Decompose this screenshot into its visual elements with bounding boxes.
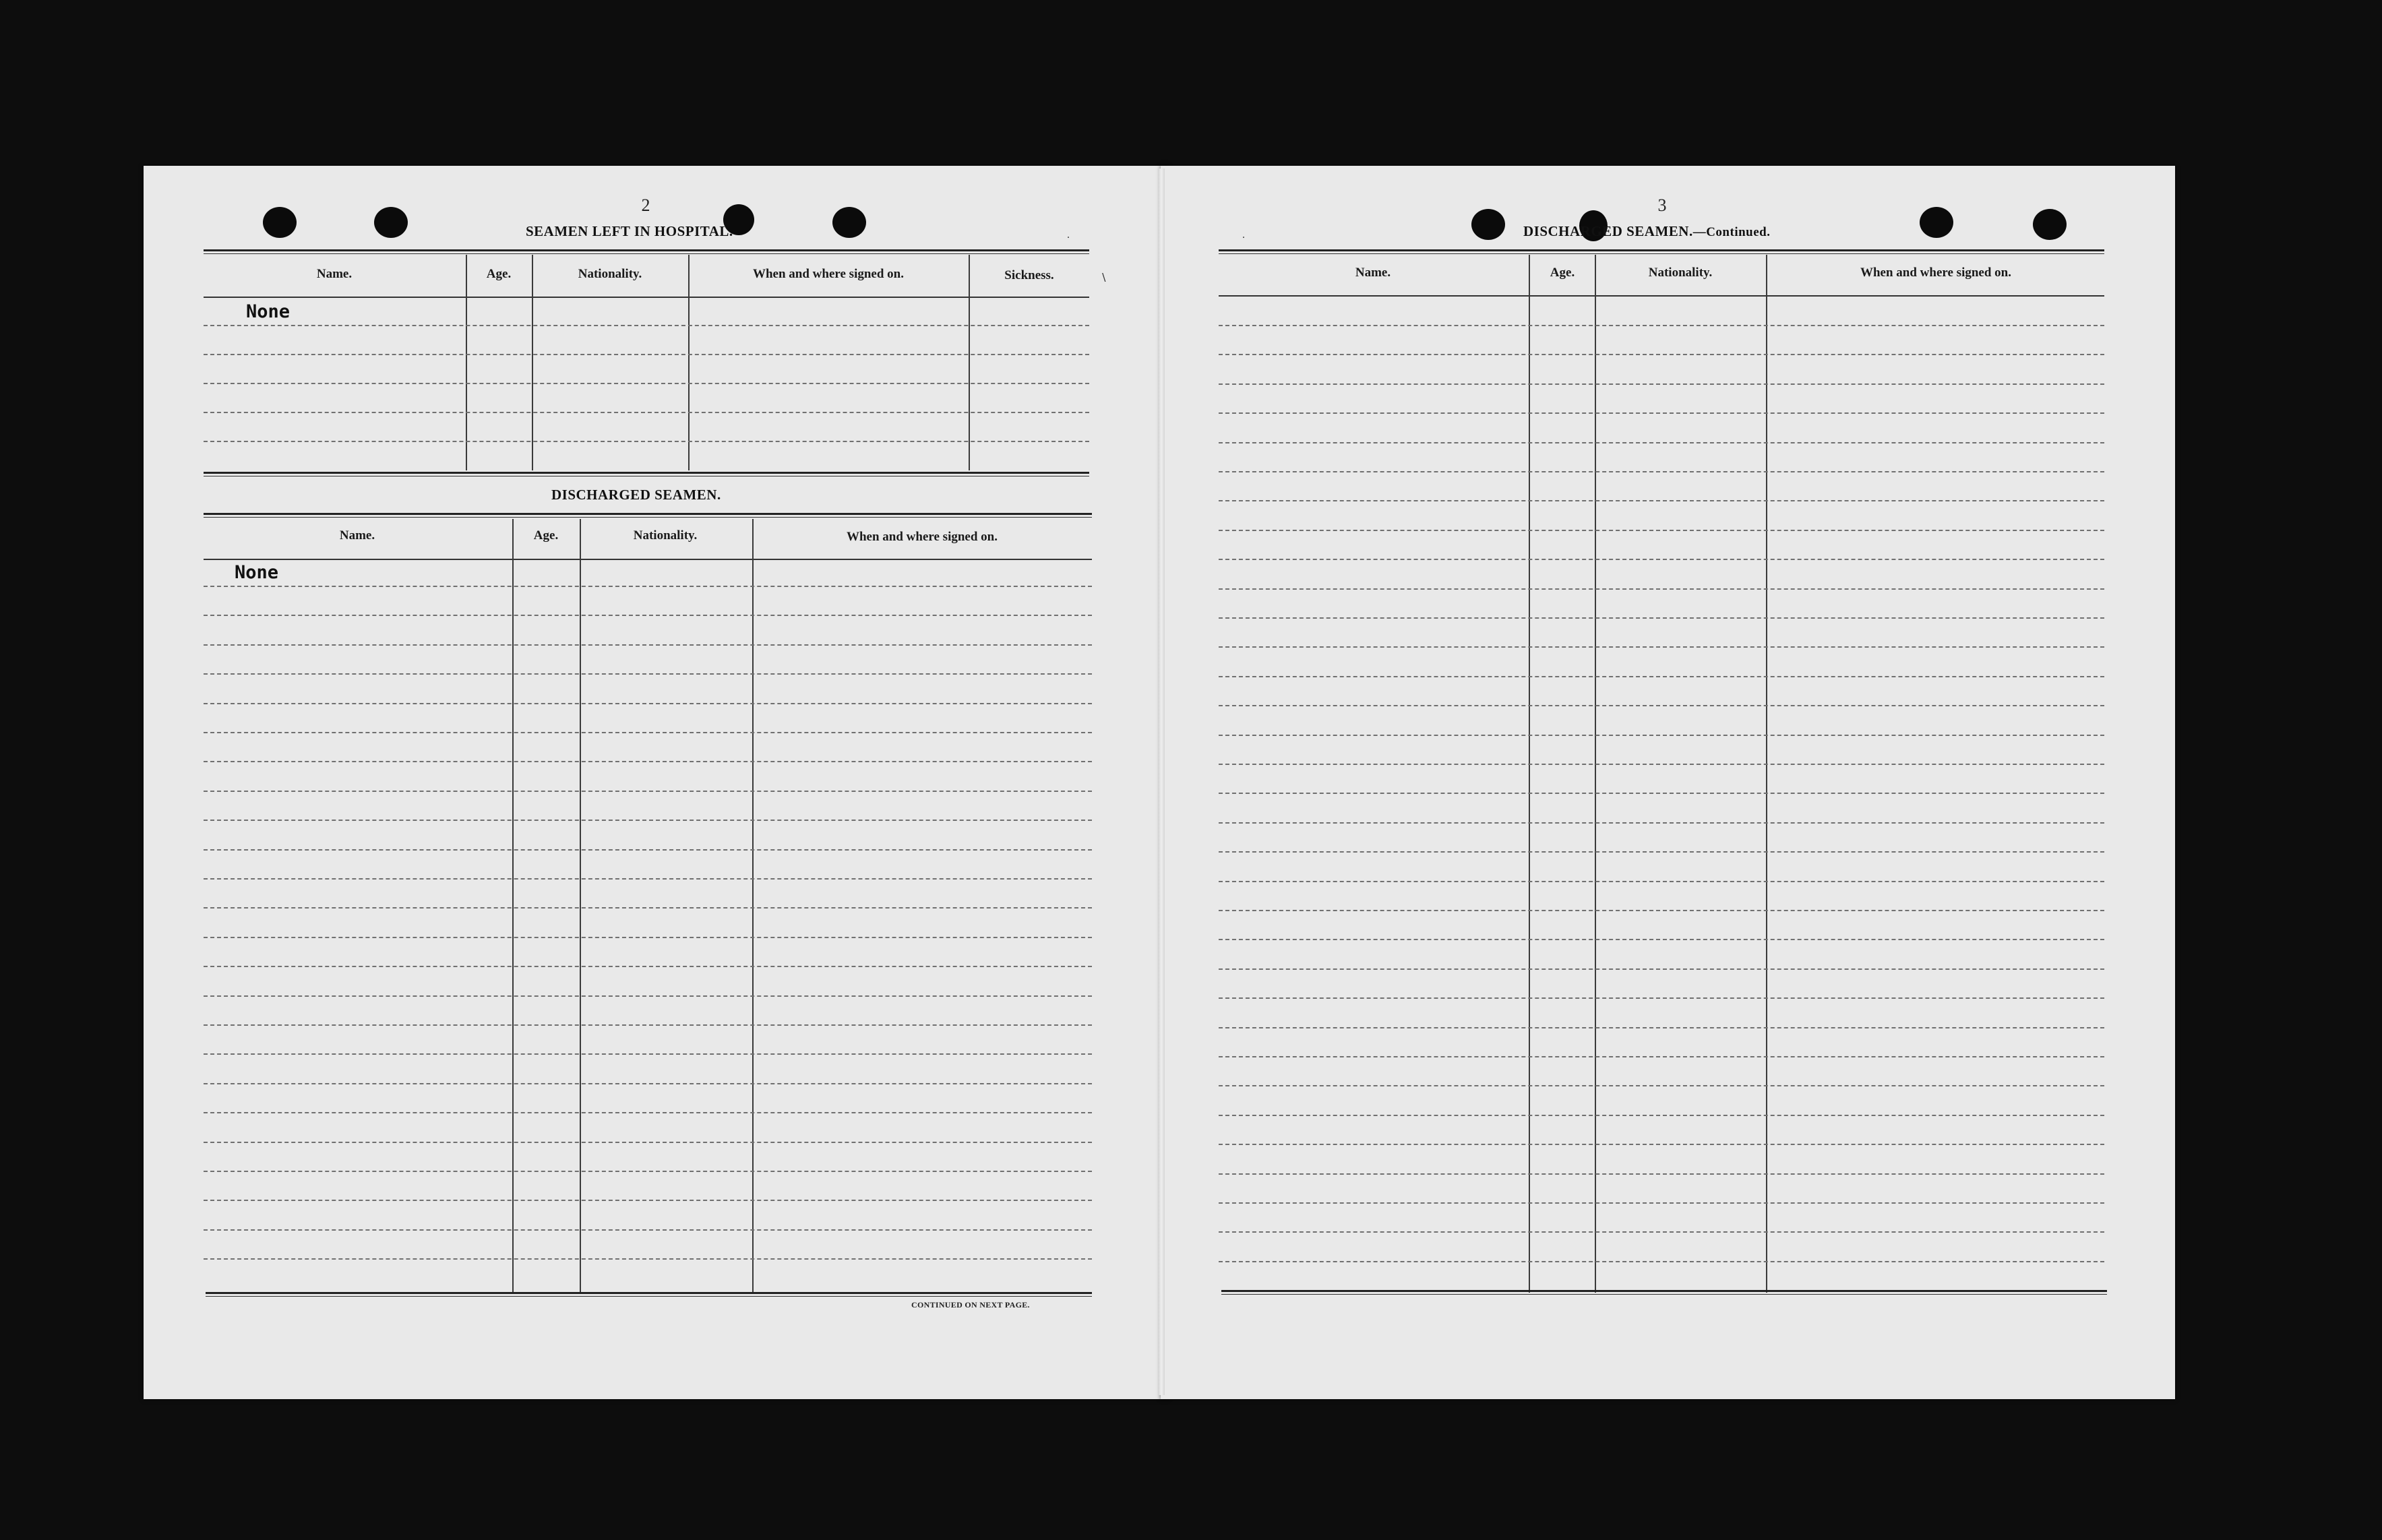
ruled-line <box>204 354 1089 355</box>
ruled-line <box>204 703 1092 704</box>
ruled-line <box>1219 968 2104 970</box>
column-header-signed-on: When and where signed on. <box>752 267 904 281</box>
punch-hole <box>374 207 408 238</box>
ruled-line <box>1219 1085 2104 1086</box>
column-header-rule <box>1219 295 2104 297</box>
ruled-line <box>1219 646 2104 648</box>
left-page <box>144 166 1168 1399</box>
bottom-rule <box>206 1292 1092 1294</box>
column-header-rule <box>204 559 1092 560</box>
ruled-line <box>204 644 1092 646</box>
column-divider <box>580 519 581 1293</box>
stray-mark: ∖ <box>1100 272 1107 284</box>
ruled-line <box>204 732 1092 733</box>
column-header-name: Name. <box>316 267 353 281</box>
ruled-line <box>1219 1231 2104 1233</box>
column-divider <box>1595 255 1596 1293</box>
ruled-line <box>204 995 1092 997</box>
ruled-line <box>204 412 1089 413</box>
ruled-line <box>1219 1173 2104 1175</box>
column-divider <box>752 519 754 1293</box>
column-header-age: Age. <box>533 528 559 543</box>
ruled-line <box>1219 1027 2104 1028</box>
ruled-line <box>1219 412 2104 414</box>
ruled-line <box>204 1024 1092 1026</box>
column-header-signed-on: When and where signed on. <box>1860 266 2011 280</box>
ruled-line <box>204 1258 1092 1260</box>
ruled-line <box>204 1200 1092 1201</box>
ruled-line <box>1219 764 2104 765</box>
column-divider <box>969 255 970 470</box>
column-header-rule <box>204 297 1089 298</box>
page-number: 2 <box>641 195 650 215</box>
page-number: 3 <box>1657 195 1667 215</box>
punch-hole <box>832 207 866 238</box>
column-header-age: Age. <box>486 267 512 281</box>
ruled-line <box>204 673 1092 675</box>
ruled-line <box>1219 1144 2104 1145</box>
column-header-nationality: Nationality. <box>633 528 698 543</box>
ruled-line <box>204 1171 1092 1172</box>
column-divider <box>688 255 690 470</box>
continued-suffix: —Continued. <box>1692 225 1771 239</box>
ruled-line <box>204 820 1092 821</box>
column-header-age: Age. <box>1550 266 1575 280</box>
ruled-line <box>1219 1056 2104 1057</box>
ruled-line <box>1219 588 2104 590</box>
ruled-line <box>204 1142 1092 1143</box>
ruled-line <box>1219 851 2104 853</box>
ruled-line <box>204 383 1089 384</box>
right-page <box>1161 166 2175 1399</box>
punch-hole <box>1920 207 1953 238</box>
ruled-line <box>1219 735 2104 736</box>
column-header-nationality: Nationality. <box>578 267 642 281</box>
ruled-line <box>1219 997 2104 999</box>
column-header-name: Name. <box>1355 266 1391 280</box>
hospital-entry-none: None <box>246 301 291 322</box>
ruled-line <box>204 937 1092 938</box>
continued-footer: CONTINUED ON NEXT PAGE. <box>911 1300 1030 1310</box>
ruled-line <box>204 1053 1092 1055</box>
ruled-line <box>204 1083 1092 1084</box>
ruled-line <box>1219 354 2104 355</box>
ruled-line <box>1219 881 2104 882</box>
ruled-line <box>1219 471 2104 472</box>
ruled-line <box>1219 500 2104 501</box>
ruled-line <box>1219 705 2104 706</box>
column-header-sickness: Sickness. <box>1004 268 1054 282</box>
ruled-line <box>204 791 1092 792</box>
column-divider <box>1766 255 1767 1293</box>
discharged-entry-none: None <box>235 562 279 583</box>
ruled-line <box>1219 822 2104 824</box>
punch-hole <box>263 207 297 238</box>
ruled-line <box>204 907 1092 908</box>
ruled-line <box>1219 1115 2104 1116</box>
hospital-section-title: SEAMEN LEFT IN HOSPITAL. <box>526 223 733 239</box>
ruled-line <box>1219 325 2104 326</box>
column-header-nationality: Nationality. <box>1648 266 1713 280</box>
punch-hole <box>2033 209 2067 240</box>
ruled-line <box>204 966 1092 967</box>
ruled-line <box>1219 1261 2104 1262</box>
ruled-line <box>204 615 1092 616</box>
discharged-title-text: DISCHARGED SEAMEN. <box>1523 223 1693 239</box>
column-header-signed-on: When and where signed on. <box>846 530 998 544</box>
header-rule <box>204 249 1089 251</box>
ruled-line <box>204 878 1092 880</box>
ruled-line <box>204 849 1092 851</box>
ruled-line <box>1219 939 2104 940</box>
ruled-line <box>204 761 1092 762</box>
column-divider <box>532 255 533 470</box>
section-rule <box>204 472 1089 474</box>
header-rule <box>204 513 1092 515</box>
discharged-section-title: DISCHARGED SEAMEN. <box>551 487 721 503</box>
ruled-line <box>1219 442 2104 443</box>
ruled-line <box>204 586 1092 587</box>
page-fold <box>1158 168 1165 1395</box>
column-divider <box>512 519 514 1293</box>
ruled-line <box>1219 1202 2104 1204</box>
bottom-rule <box>1221 1290 2107 1292</box>
column-divider <box>1529 255 1530 1293</box>
punch-hole <box>1471 209 1505 240</box>
column-divider <box>466 255 467 470</box>
column-header-name: Name. <box>339 528 375 543</box>
ruled-line <box>204 1229 1092 1231</box>
ruled-line <box>204 1112 1092 1113</box>
ruled-line <box>1219 910 2104 911</box>
ruled-line <box>1219 793 2104 794</box>
ruled-line <box>204 325 1089 326</box>
ruled-line <box>1219 559 2104 560</box>
stray-mark: . <box>1242 229 1245 241</box>
ruled-line <box>1219 676 2104 677</box>
ruled-line <box>204 441 1089 442</box>
ruled-line <box>1219 530 2104 531</box>
header-rule <box>1219 249 2104 251</box>
stray-mark: . <box>1067 229 1070 241</box>
ruled-line <box>1219 617 2104 619</box>
discharged-continued-title <box>1523 223 1770 240</box>
ruled-line <box>1219 383 2104 385</box>
